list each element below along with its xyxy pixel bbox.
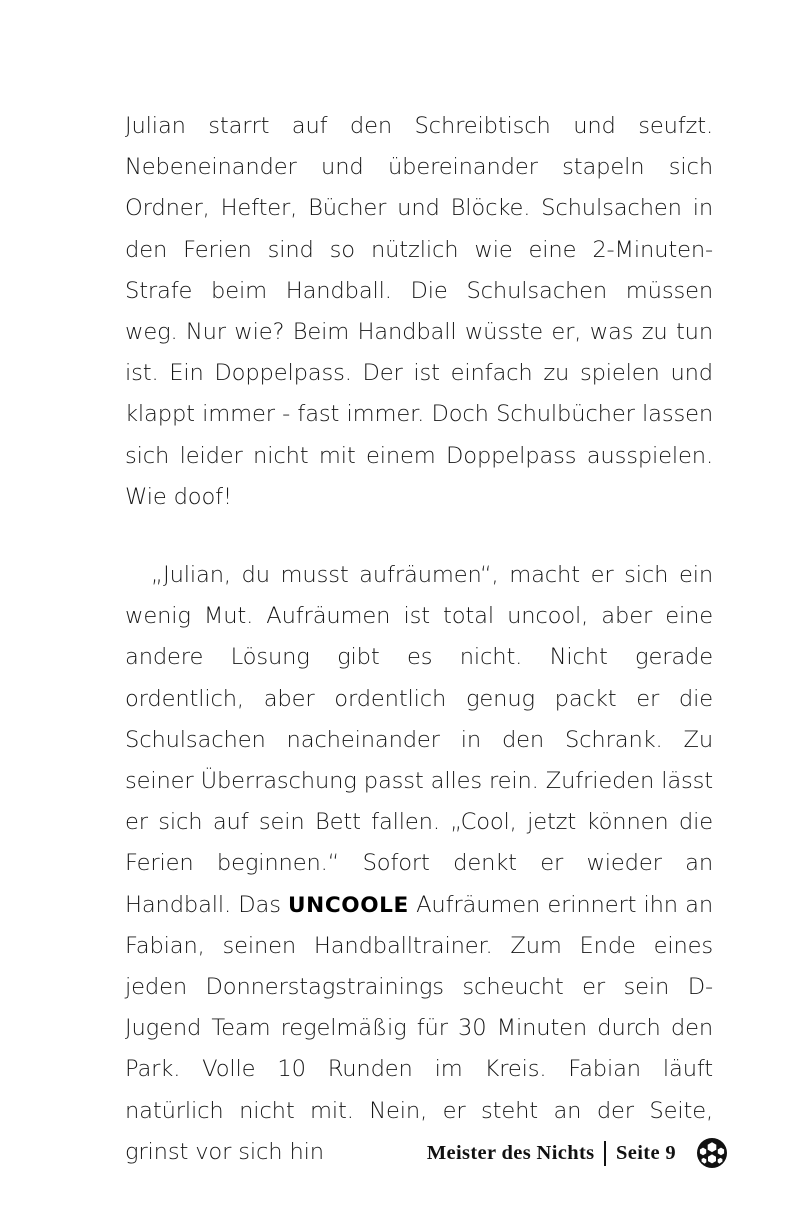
footer-book-title: Meister des Nichts <box>426 1141 595 1164</box>
handball-ball-icon <box>696 1137 728 1169</box>
paragraph-2-segment-1: „Julian, du musst aufräumen“, macht er sich ein wenig Mut. Aufräumen ist total uncool, aber eine andere Lösung gibt es nicht. Nicht gerade ordentlich, aber ordentlich genug packt er die Schulsachen nacheinander in den Schrank. Zu seiner Überraschung passt alles rein. Zufrieden lässt er sich auf sein Bett fallen. „Cool, jetzt können die Ferien beginnen.“ Sofort denkt er wieder an Handball. Das <box>125 562 713 918</box>
body-text-column <box>125 106 713 1173</box>
paragraph-1: Julian starrt auf den Schreibtisch und seufzt. Nebeneinander und übereinander stapeln sich Ordner, Hefter, Bücher und Blöcke. Schulsachen in den Ferien sind so nützlich wie eine 2-Minuten-Strafe beim Handball. Die Schulsachen müssen weg. Nur wie? Beim Handball wüsste er, was zu tun ist. Ein Doppelpass. Der ist einfach zu spielen und klappt immer - fast immer. Doch Schulbücher lassen sich leider nicht mit einem Doppelpass ausspielen. Wie doof! <box>125 113 713 510</box>
footer-inner <box>427 1137 728 1169</box>
page-footer <box>0 1131 800 1175</box>
paragraph-2 <box>125 555 713 1173</box>
emphasis-uncoole: UNCOOLE <box>288 892 409 918</box>
footer-page-label: Seite 9 <box>616 1141 676 1164</box>
footer-separator-bar <box>604 1141 606 1166</box>
paragraph-2-segment-3: Aufräumen erinnert ihn an Fabian, seinen Handballtrainer. Zum Ende eines jeden Donnerstagstrainings scheucht er sein D-Jugend Team regelmäßig für 30 Minuten durch den Park. Volle 10 Runden im Kreis. Fabian läuft natürlich nicht mit. Nein, er steht an der Seite, grinst vor sich hin <box>125 891 713 1165</box>
